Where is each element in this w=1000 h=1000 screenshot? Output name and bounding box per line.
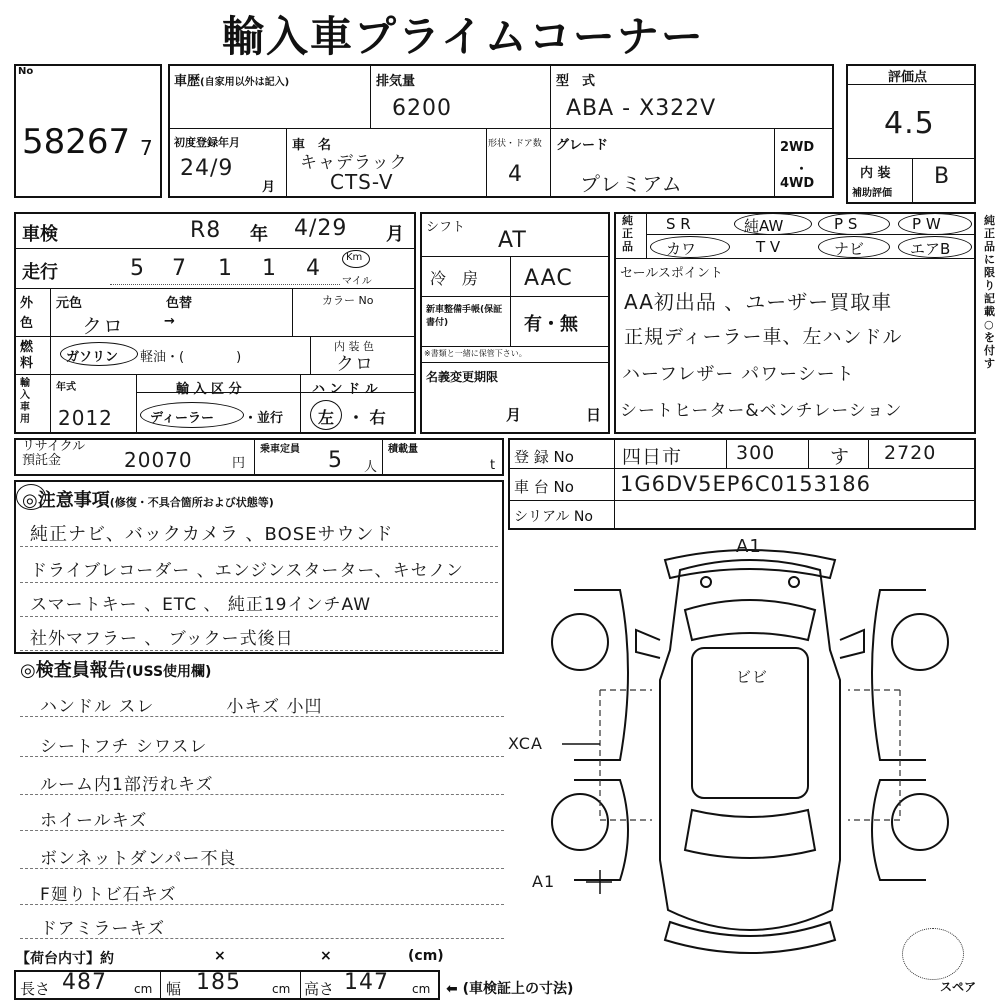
mileage-digit-2: 7 [172, 256, 187, 281]
manual-label: 新車整備手帳(保証書付) [426, 305, 503, 328]
note-line-3: スマートキー 、ETC 、 純正19インチAW [30, 595, 372, 615]
mileage-mile: マイル [342, 276, 372, 287]
mileage-km: Km [346, 252, 363, 263]
drive-2wd: 2WD [780, 140, 815, 155]
length-label: 長さ [20, 980, 51, 998]
report-line-5: ボンネットダンパー不良 [40, 849, 237, 869]
diagram-top-label: A1 [736, 536, 762, 557]
ac-label: 冷 房 [430, 269, 479, 288]
cargo-x2: × [320, 948, 332, 964]
report-label: ◎検査員報告(USS使用欄) [20, 660, 212, 681]
exterior-label: 外色 [20, 296, 34, 331]
load-unit: t [490, 458, 496, 473]
report-line-1: ハンドル スレ 小キズ 小凹 [40, 697, 323, 717]
recycle-label: リサイクル預託金 [22, 439, 86, 468]
lot-number: 58267 [22, 122, 131, 162]
cargo-x1: × [214, 948, 226, 964]
equipment-label: 純正品 [622, 214, 633, 253]
page-title: 輸入車プライムコーナー [222, 12, 705, 61]
import-dealer: ディーラー [150, 411, 214, 426]
serial-label: シリアル No [514, 509, 593, 525]
diagram-side-label: XCA [508, 734, 543, 753]
load-label: 積載量 [388, 444, 418, 455]
height-value: 147 [344, 970, 389, 995]
name-change-label: 名義変更期限 [426, 370, 499, 384]
inspection-month-unit: 月 [386, 224, 404, 245]
diagram-roof-label: ビビ [736, 668, 769, 686]
car-name-line2: CTS-V [330, 170, 394, 194]
displacement-value: 6200 [392, 96, 452, 121]
width-label: 幅 [166, 980, 182, 998]
lot-label: No [18, 66, 34, 77]
sales-points-label: セールスポイント [620, 266, 723, 281]
interior-score-sub: 補助評価 [852, 188, 892, 199]
history-label: 車歴(自家用以外は記入) [174, 74, 290, 89]
registration-label: 登 録 No [514, 448, 574, 466]
fuel-label: 燃料 [20, 340, 34, 371]
capacity-unit: 人 [364, 460, 378, 475]
side-note: 純正品に限り記載 ○を付す [984, 214, 995, 370]
equip-navi: ナビ [834, 240, 865, 258]
car-name-label: 車 名 [292, 138, 332, 153]
recycle-unit: 円 [232, 456, 246, 471]
equip-ps: P S [834, 215, 858, 233]
cargo-label: 【荷台内寸】約 [16, 951, 114, 967]
handle-right: ・ 右 [348, 408, 386, 427]
exterior-orig-label: 元色 [56, 296, 83, 311]
registration-area: 四日市 [622, 446, 683, 468]
mileage-digit-1: 5 [130, 256, 145, 281]
inspection-label: 車検 [22, 224, 58, 245]
car-diagram [540, 530, 960, 970]
first-reg-unit: 月 [262, 180, 276, 195]
exterior-color-value: クロ [82, 314, 124, 338]
model-value: ABA - X322V [566, 96, 717, 121]
fuel-diesel: 軽油・( ) [140, 350, 242, 365]
manual-note: ※書類と一緒に保管下さい。 [424, 349, 527, 358]
spare-circle [902, 928, 964, 980]
import-year-label: 年式 [56, 382, 76, 393]
spare-label: スペア [940, 980, 977, 994]
mileage-digit-4: 1 [262, 256, 277, 281]
inspection-year-unit: 年 [250, 224, 268, 245]
length-value: 487 [62, 970, 107, 995]
notes-label: ◎注意事項(修復・不具合箇所および状態等) [22, 490, 274, 511]
doors-label: 形状・ドア数 [488, 139, 542, 149]
diagram-bottom-label: A1 [532, 872, 556, 891]
sales-point-4: シートヒーター&ベンチレーション [620, 401, 903, 421]
shift-label: シフト [426, 220, 466, 235]
report-line-7: ドアミラーキズ [40, 919, 166, 939]
score-value: 4.5 [884, 106, 935, 141]
registration-kana: す [830, 446, 851, 468]
height-label: 高さ [304, 980, 335, 998]
interior-color-value: クロ [336, 354, 374, 375]
chassis-label: 車 台 No [514, 478, 574, 496]
height-unit: cm [412, 982, 431, 996]
report-line-4: ホイールキズ [40, 811, 148, 831]
grade-value: プレミアム [580, 172, 683, 196]
sales-point-2: 正規ディーラー車、左ハンドル [624, 326, 903, 348]
equip-tv: T V [756, 238, 781, 256]
shift-value: AT [498, 228, 527, 253]
import-year-value: 2012 [58, 406, 113, 430]
dims-note: ⬅ (車検証上の寸法) [446, 981, 574, 997]
report-line-3: ルーム内1部汚れキズ [40, 775, 214, 795]
cargo-unit: (cm) [408, 948, 444, 964]
report-line-2: シートフチ シワスレ [40, 737, 208, 757]
handle-left: 左 [318, 408, 335, 427]
lot-box [14, 64, 162, 198]
sales-point-1: AA初出品 、ユーザー買取車 [624, 290, 893, 314]
exterior-change-label: 色替 [166, 296, 193, 311]
mileage-digit-5: 4 [306, 256, 321, 281]
handle-label: ハ ン ド ル [312, 382, 378, 397]
width-value: 185 [196, 970, 241, 995]
car-name-line1: キャデラック [300, 153, 408, 173]
interior-score-value: B [934, 164, 951, 189]
inspection-era: R8 [190, 218, 222, 243]
first-reg-label: 初度登録年月 [174, 136, 240, 149]
note-line-2: ドライブレコーダー 、エンジンスターター、キセノン [30, 561, 464, 581]
chassis-value: 1G6DV5EP6C0153186 [620, 472, 872, 496]
drive-dot: ・ [795, 162, 809, 177]
note-line-1: 純正ナビ、バックカメラ 、BOSEサウンド [30, 524, 394, 545]
ac-value: AAC [524, 266, 573, 291]
import-parallel: ・並行 [244, 411, 284, 426]
equip-leather: カワ [666, 240, 697, 258]
name-change-month: 月 [506, 406, 522, 424]
length-unit: cm [134, 982, 153, 996]
equip-pw: P W [912, 215, 941, 233]
grade-label: グレード [556, 138, 609, 153]
report-line-6: F廻りトビ石キズ [40, 885, 177, 905]
displacement-label: 排気量 [376, 74, 416, 89]
capacity-value: 5 [328, 448, 343, 473]
interior-score-label: 内 装 [860, 166, 891, 181]
equip-airbag: エアB [910, 240, 951, 258]
interior-color-label: 内 装 色 [334, 340, 374, 353]
sales-point-3: ハーフレザー パワーシート [622, 364, 855, 385]
score-label: 評価点 [888, 70, 928, 85]
recycle-value: 20070 [124, 448, 193, 472]
model-label: 型 式 [556, 74, 596, 89]
note-line-4: 社外マフラー 、 ブックー式後日 [30, 629, 294, 649]
color-no-label: カラー No [322, 294, 374, 307]
manual-value: 有・無 [524, 314, 578, 335]
equip-aw: 純AW [744, 217, 784, 235]
inspection-date: 4/29 [294, 216, 348, 241]
registration-number: 2720 [884, 442, 937, 464]
capacity-label: 乗車定員 [260, 444, 300, 455]
mileage-digit-3: 1 [218, 256, 233, 281]
import-category-label: 輸 入 区 分 [176, 382, 242, 397]
width-unit: cm [272, 982, 291, 996]
registration-class: 300 [736, 442, 776, 464]
exterior-arrow: → [164, 314, 175, 329]
doors-value: 4 [508, 162, 523, 187]
drive-4wd: 4WD [780, 176, 815, 191]
import-label: 輸入車用 [20, 378, 30, 425]
name-change-day: 日 [586, 406, 602, 424]
mileage-label: 走行 [22, 262, 58, 283]
first-reg-value: 24/9 [180, 156, 234, 181]
lot-suffix: 7 [140, 136, 153, 160]
fuel-gasoline: ガソリン [66, 350, 119, 365]
equip-sr: S R [666, 215, 691, 233]
vehicle-info-box [14, 212, 416, 434]
